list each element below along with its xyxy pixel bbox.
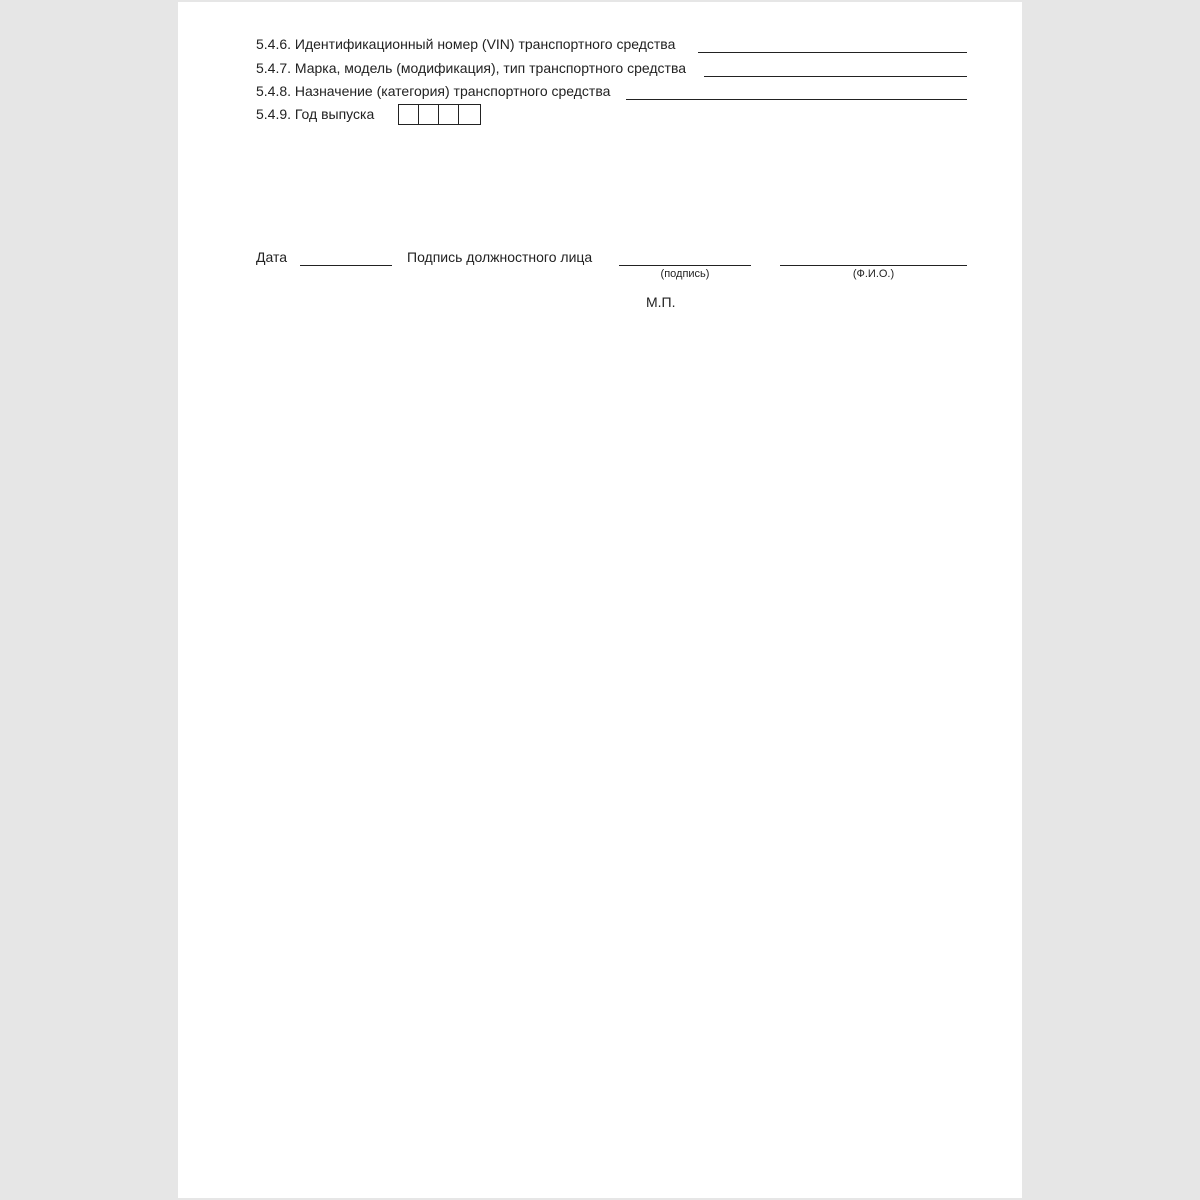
name-field-line[interactable] (780, 265, 967, 266)
vin-field-line[interactable] (698, 52, 967, 53)
signature-caption: (подпись) (660, 268, 710, 280)
make-model-field-line[interactable] (704, 76, 967, 77)
document-page (178, 2, 1022, 1198)
name-caption: (Ф.И.О.) (852, 268, 895, 280)
signature-field-line[interactable] (619, 265, 751, 266)
vin-label: 5.4.6. Идентификационный номер (VIN) транспортного средства (256, 36, 676, 52)
year-label: 5.4.9. Год выпуска (256, 106, 375, 122)
category-label: 5.4.8. Назначение (категория) транспортного средства (256, 83, 611, 99)
signature-label: Подпись должностного лица (407, 249, 593, 265)
year-digit-box[interactable] (399, 105, 419, 124)
year-input-boxes[interactable] (398, 104, 481, 125)
date-label: Дата (256, 249, 288, 265)
year-digit-box[interactable] (459, 105, 479, 124)
make-model-label: 5.4.7. Марка, модель (модификация), тип транспортного средства (256, 60, 687, 76)
date-field-line[interactable] (300, 265, 392, 266)
year-digit-box[interactable] (419, 105, 439, 124)
stamp-label: М.П. (646, 294, 676, 310)
year-digit-box[interactable] (439, 105, 459, 124)
category-field-line[interactable] (626, 99, 967, 100)
